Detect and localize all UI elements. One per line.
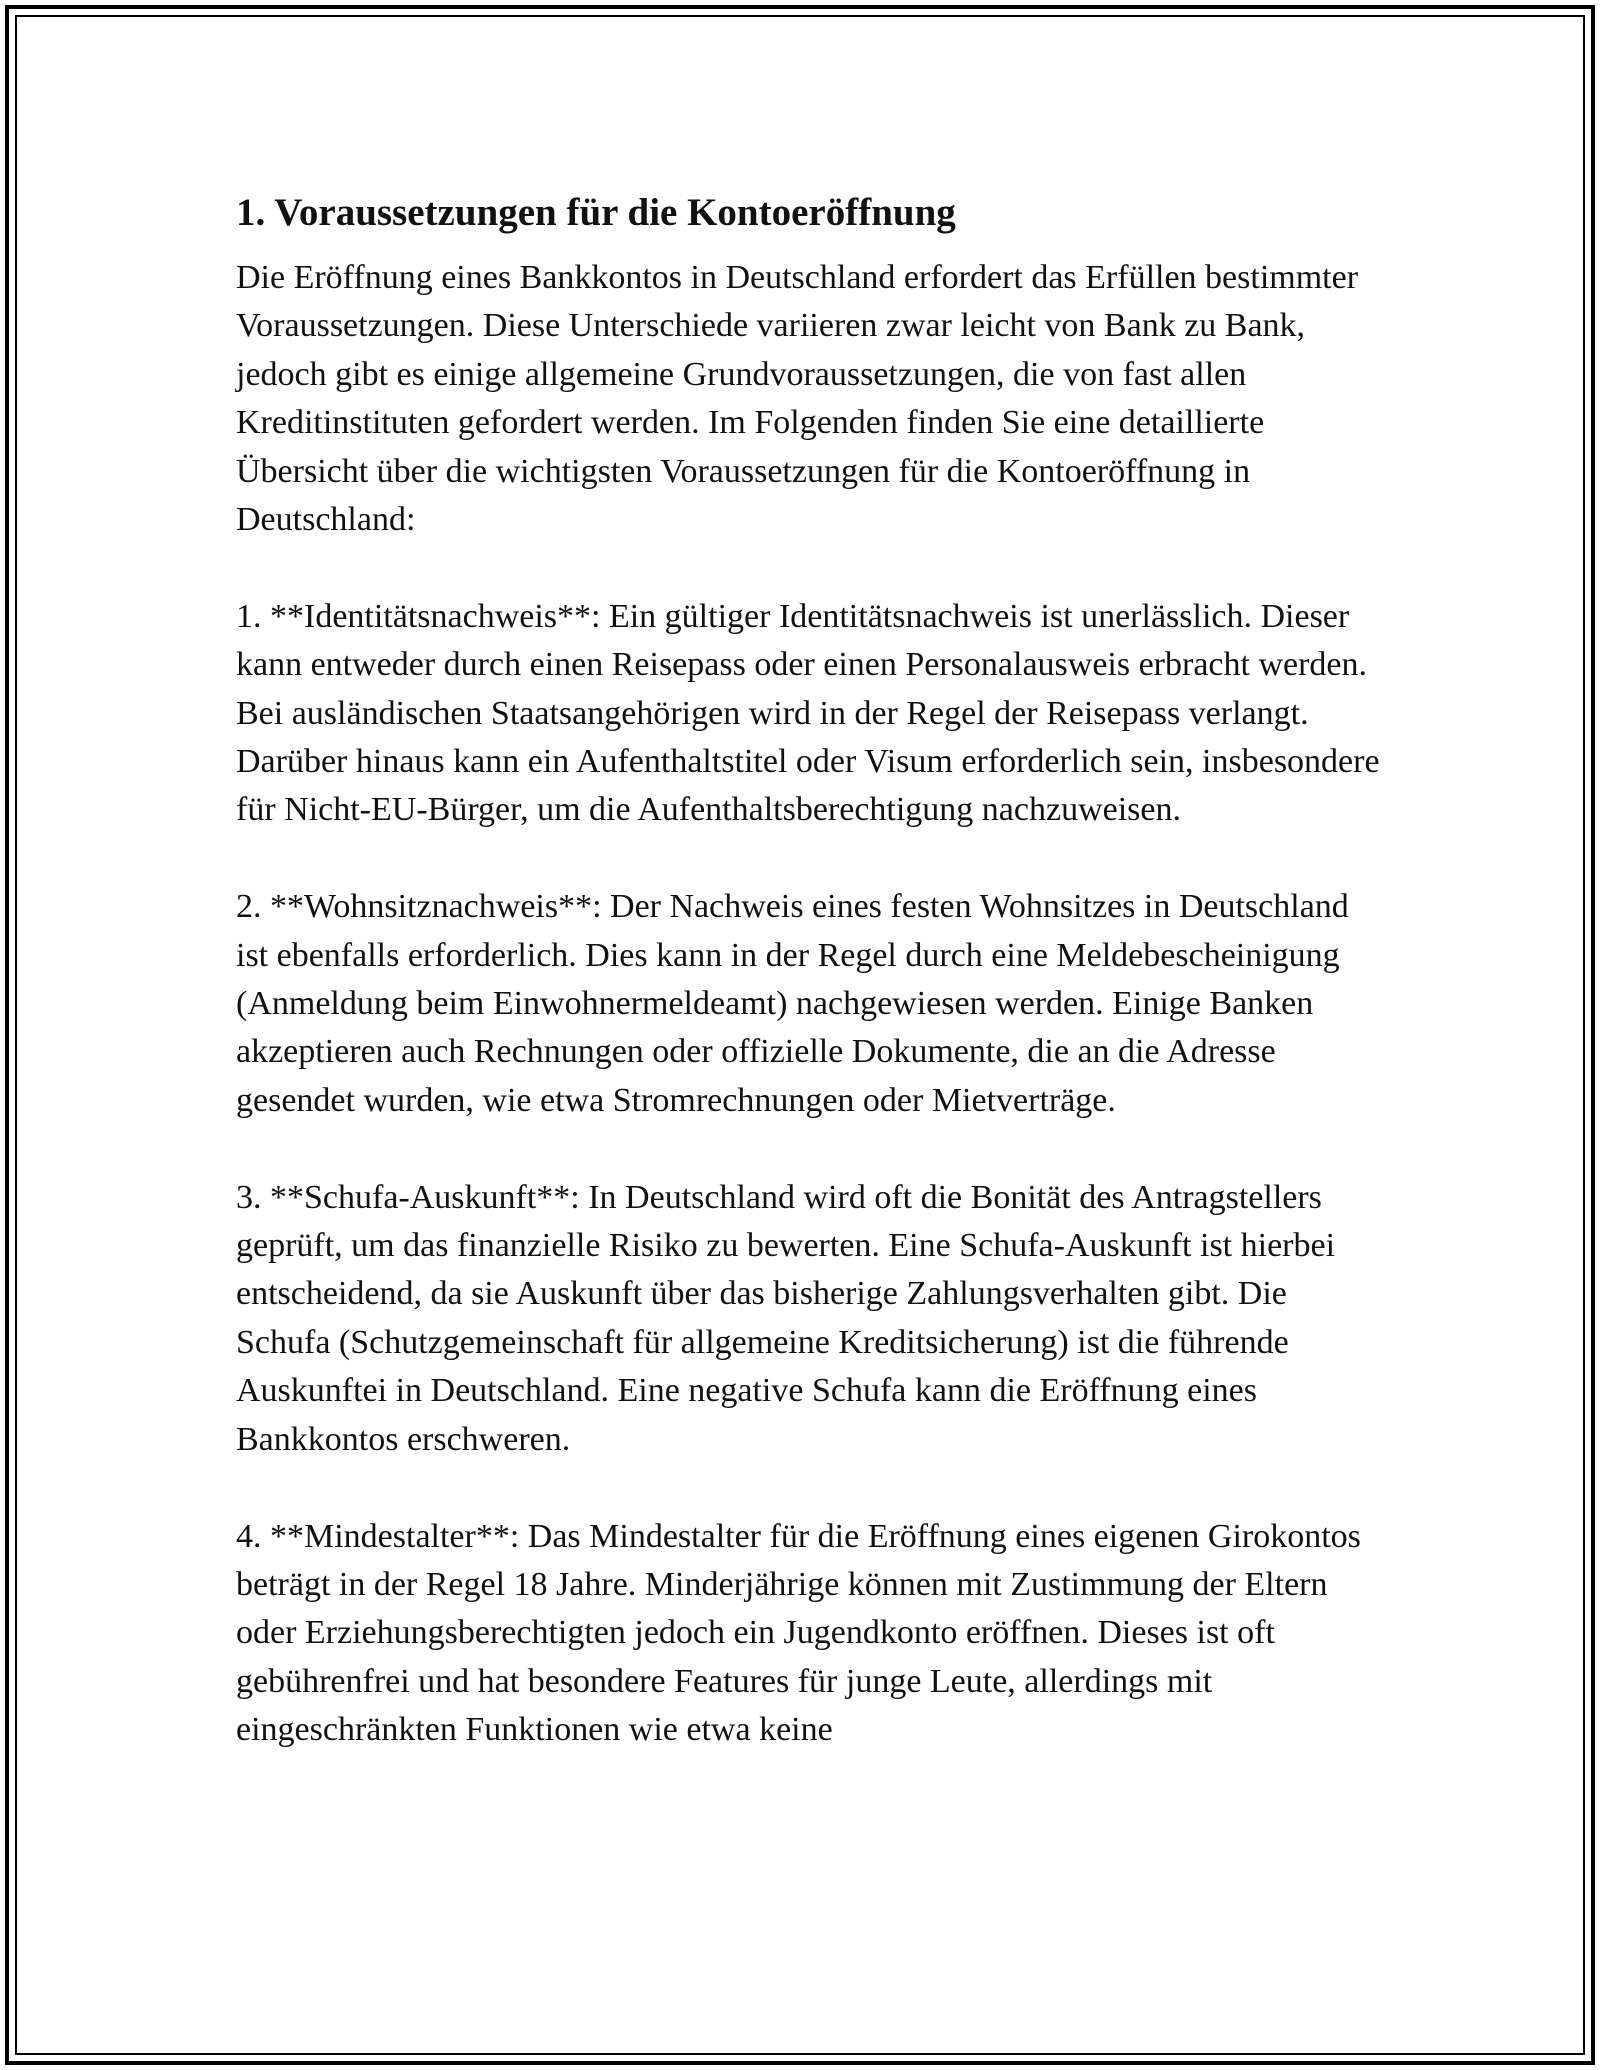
intro-paragraph: Die Eröffnung eines Bankkontos in Deutschland erfordert das Erfüllen bestimmter Voraussetzungen. Diese Unterschiede variieren zwar leicht von Bank zu Bank, jedoch gibt es einige allgemeine Grundvoraussetzungen, die von fast allen Kreditinstituten gefordert werden. Im Folgenden finden Sie eine detaillierte Übersicht über die wichtigsten Voraussetzungen für die Kontoeröffnung in Deutschland: <box>236 259 1359 539</box>
requirement-identity-paragraph: 1. **Identitätsnachweis**: Ein gültiger Identitätsnachweis ist unerlässlich. Dieser kann entweder durch einen Reisepass oder einen Personalausweis erbracht werden. Bei ausländischen Staatsangehörigen wird in der Regel der Reisepass verlangt. Darüber hinaus kann ein Aufenthaltstitel oder Visum erforderlich sein, insbesondere für Nicht-EU-Bürger, um die Aufenthaltsberechtigung nachzuweisen. <box>236 597 1380 829</box>
requirement-residence-paragraph: 2. **Wohnsitznachweis**: Der Nachweis eines festen Wohnsitzes in Deutschland ist ebenfalls erforderlich. Dies kann in der Regel durch eine Meldebescheinigung (Anmeldung beim Einwohnermeldeamt) nachgewiesen werden. Einige Banken akzeptieren auch Rechnungen oder offizielle Dokumente, die an die Adresse gesendet wurden, wie etwa Stromrechnungen oder Mietverträge. <box>236 888 1349 1119</box>
requirement-schufa-paragraph: 3. **Schufa-Auskunft**: In Deutschland wird oft die Bonität des Antragstellers geprüft, um das finanzielle Risiko zu bewerten. Eine Schufa-Auskunft ist hierbei entscheidend, da sie Auskunft über das bisherige Zahlungsverhalten gibt. Die Schufa (Schutzgemeinschaft für allgemeine Kreditsicherung) ist die führende Auskunftei in Deutschland. Eine negative Schufa kann die Eröffnung eines Bankkontos erschweren. <box>236 1178 1336 1458</box>
section-heading: 1. Voraussetzungen für die Kontoeröffnung <box>236 191 956 234</box>
requirement-minimum-age-paragraph: 4. **Mindestalter**: Das Mindestalter für die Eröffnung eines eigenen Girokontos beträgt in der Regel 18 Jahre. Minderjährige können mit Zustimmung der Eltern oder Erziehungsberechtigten jedoch ein Jugendkonto eröffnen. Dieses ist oft gebührenfrei und hat besondere Features für junge Leute, allerdings mit eingeschränkten Funktionen wie etwa keine <box>236 1517 1361 1749</box>
document-body <box>236 186 1386 1755</box>
